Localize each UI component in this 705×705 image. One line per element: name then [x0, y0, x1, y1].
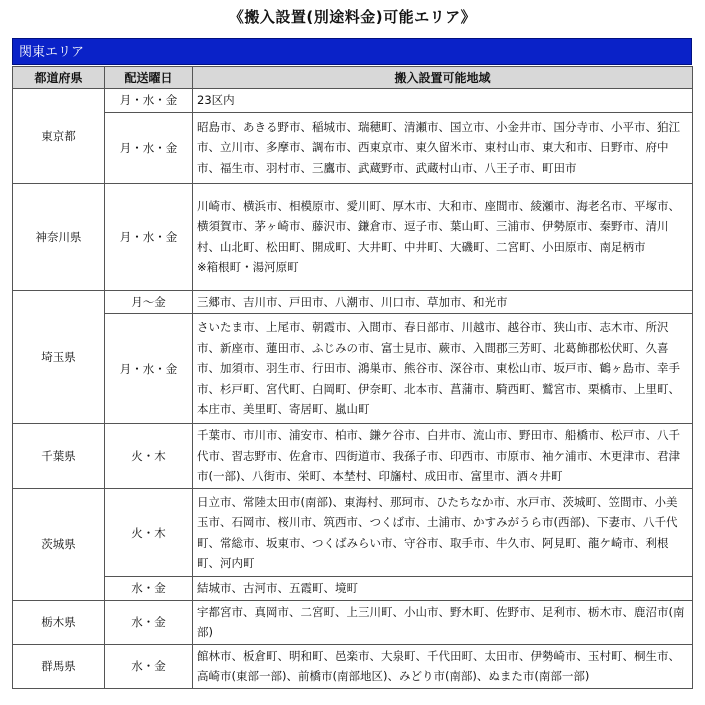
- areas-cell: 三郷市、吉川市、戸田市、八潮市、川口市、草加市、和光市: [193, 290, 693, 314]
- prefecture-cell: 東京都: [13, 89, 105, 184]
- delivery-day-cell: 火・木: [105, 489, 193, 577]
- delivery-day-cell: 火・木: [105, 424, 193, 489]
- page-title: 《搬入設置(別途料金)可能エリア》: [228, 8, 477, 26]
- delivery-day-cell: 月・水・金: [105, 112, 193, 183]
- areas-cell: さいたま市、上尾市、朝霞市、入間市、春日部市、川越市、越谷市、狭山市、志木市、所沢市、新座市、蓮田市、ふじみの市、富士見市、蕨市、入間郡三芳町、北葛飾郡松伏町、久喜市、加須市、羽生市、行田市、鴻巣市、熊谷市、深谷市、東松山市、坂戸市、鶴ヶ島市、幸手市、杉戸町、宮代町、白岡町、伊奈町、北本市、菖蒲市、騎西町、鷲宮市、栗橋市、上里町、本庄市、美里町、寄居町、嵐山町: [193, 314, 693, 424]
- areas-cell: 千葉市、市川市、浦安市、柏市、鎌ケ谷市、白井市、流山市、野田市、船橋市、松戸市、八千代市、習志野市、佐倉市、四街道市、我孫子市、印西市、市原市、袖ケ浦市、木更津市、君津市(一部)、八街市、栄町、本埜村、印旛村、成田市、富里市、酒々井町: [193, 424, 693, 489]
- table-row: [13, 290, 693, 314]
- delivery-day-cell: 水・金: [105, 644, 193, 688]
- areas-cell: 結城市、古河市、五霞町、境町: [193, 577, 693, 601]
- delivery-day-cell: 月・水・金: [105, 89, 193, 113]
- table-row: [13, 89, 693, 113]
- table-row: [13, 183, 693, 290]
- areas-cell: 館林市、板倉町、明和町、邑楽市、大泉町、千代田町、太田市、伊勢崎市、玉村町、桐生市、高崎市(東部一部)、前橋市(南部地区)、みどり市(南部)、ぬまた市(南部一部): [193, 644, 693, 688]
- table-row: [13, 489, 693, 577]
- delivery-day-cell: 月・水・金: [105, 314, 193, 424]
- areas-cell: 宇都宮市、真岡市、二宮町、上三川町、小山市、野木町、佐野市、足利市、栃木市、鹿沼市(南部): [193, 600, 693, 644]
- prefecture-cell: 栃木県: [13, 600, 105, 644]
- prefecture-cell: 神奈川県: [13, 183, 105, 290]
- delivery-day-cell: 水・金: [105, 600, 193, 644]
- region-banner: 関東エリア: [12, 38, 692, 65]
- delivery-day-cell: 月・水・金: [105, 183, 193, 290]
- table-row: [13, 314, 693, 424]
- prefecture-cell: 茨城県: [13, 489, 105, 601]
- delivery-day-cell: 水・金: [105, 577, 193, 601]
- table-row: [13, 424, 693, 489]
- prefecture-cell: 埼玉県: [13, 290, 105, 424]
- table-row: [13, 112, 693, 183]
- header-delivery-day: 配送曜日: [105, 67, 193, 89]
- table-header-row: [13, 67, 693, 89]
- areas-cell: 23区内: [193, 89, 693, 113]
- areas-text: 川崎市、横浜市、相模原市、愛川町、厚木市、大和市、座間市、綾瀬市、海老名市、平塚市、横須賀市、茅ヶ崎市、藤沢市、鎌倉市、逗子市、葉山町、三浦市、伊勢原市、秦野市、清川村、山北町、松田町、開成町、大井町、中井町、大磯町、二宮町、小田原市、南足柄市: [197, 198, 680, 254]
- table-row: [13, 577, 693, 601]
- areas-cell: [193, 183, 693, 290]
- areas-cell: 日立市、常陸太田市(南部)、東海村、那珂市、ひたちなか市、水戸市、茨城町、笠間市、小美玉市、石岡市、桜川市、筑西市、つくば市、土浦市、かすみがうら市(西部)、下妻市、八千代町、常総市、坂東市、つくばみらい市、守谷市、取手市、牛久市、阿見町、龍ケ崎市、利根町、河内町: [193, 489, 693, 577]
- areas-note: ※箱根町・湯河原町: [197, 260, 299, 274]
- header-areas: 搬入設置可能地域: [193, 67, 693, 89]
- areas-cell: 昭島市、あきる野市、稲城市、瑞穂町、清瀬市、国立市、小金井市、国分寺市、小平市、狛江市、立川市、多摩市、調布市、西東京市、東久留米市、東村山市、東大和市、日野市、府中市、福生市、羽村市、三鷹市、武蔵野市、武蔵村山市、八王子市、町田市: [193, 112, 693, 183]
- table-row: [13, 600, 693, 644]
- prefecture-cell: 千葉県: [13, 424, 105, 489]
- delivery-day-cell: 月～金: [105, 290, 193, 314]
- header-prefecture: 都道府県: [13, 67, 105, 89]
- table-row: [13, 644, 693, 688]
- prefecture-cell: 群馬県: [13, 644, 105, 688]
- area-table: [12, 66, 693, 689]
